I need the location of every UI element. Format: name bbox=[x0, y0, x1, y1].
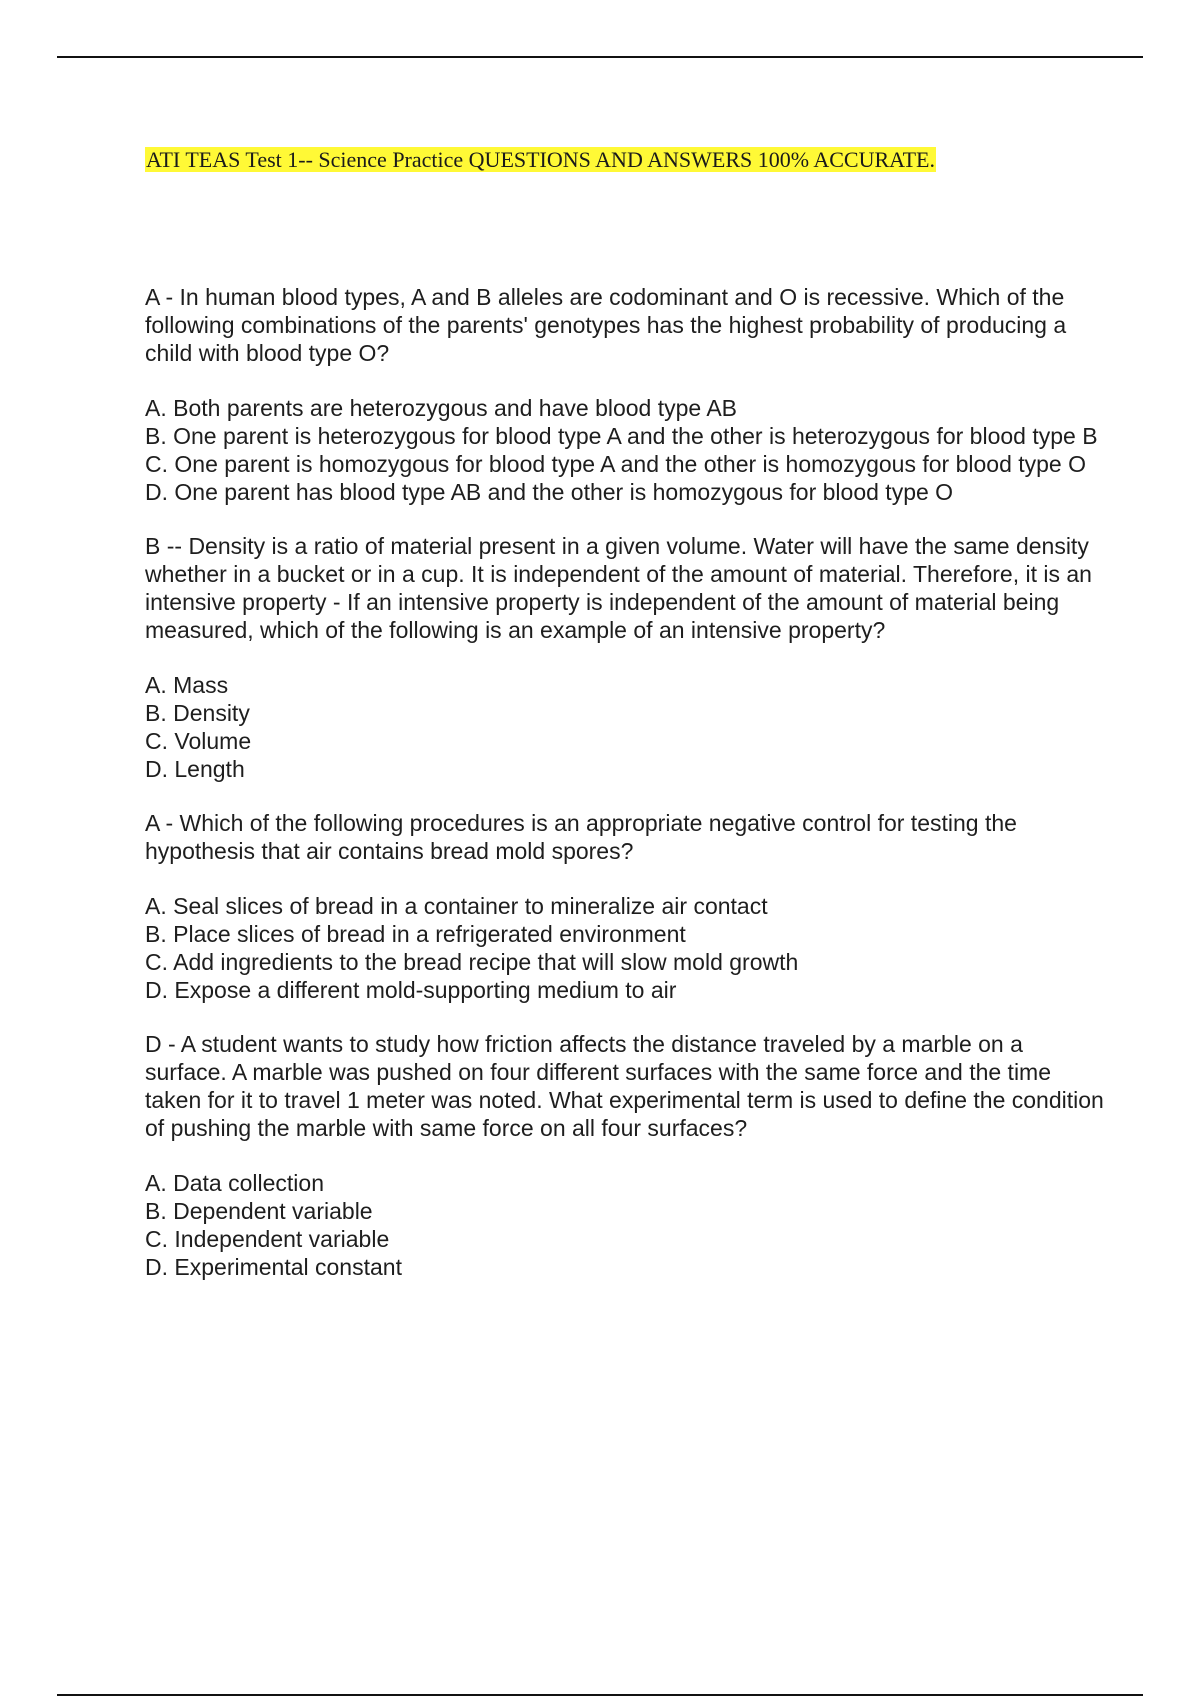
question-3 bbox=[145, 809, 1105, 1004]
question-2 bbox=[145, 532, 1105, 783]
question-4 bbox=[145, 1030, 1105, 1281]
answer-option: D. One parent has blood type AB and the other is homozygous for blood type O bbox=[145, 479, 954, 505]
answer-option: A. Data collection bbox=[145, 1170, 324, 1196]
answer-option: A. Both parents are heterozygous and have blood type AB bbox=[145, 395, 738, 421]
answer-option: C. One parent is homozygous for blood type A and the other is homozygous for blood type O bbox=[145, 451, 1087, 477]
answer-option: C. Independent variable bbox=[145, 1226, 390, 1252]
answer-option: B. Dependent variable bbox=[145, 1198, 373, 1224]
question-stem: A - In human blood types, A and B alleles are codominant and O is recessive. Which of the following combinations of the parents' genotypes has the highest probability of producing a child with blood type O? bbox=[145, 284, 1067, 366]
question-list bbox=[145, 283, 1105, 1307]
answer-option: D. Experimental constant bbox=[145, 1254, 402, 1280]
question-stem: B -- Density is a ratio of material present in a given volume. Water will have the same density whether in a bucket or in a cup. It is independent of the amount of material. Therefore, it is an intensive property - If an intensive property is independent of the amount of material being measured, which of the following is an example of an intensive property? bbox=[145, 533, 1092, 643]
title-container bbox=[145, 146, 936, 174]
answer-option: B. Place slices of bread in a refrigerated environment bbox=[145, 921, 686, 947]
top-rule bbox=[57, 56, 1143, 58]
answer-option: D. Length bbox=[145, 756, 245, 782]
answer-option: B. One parent is heterozygous for blood type A and the other is heterozygous for blood type B bbox=[145, 423, 1098, 449]
question-stem: A - Which of the following procedures is an appropriate negative control for testing the hypothesis that air contains bread mold spores? bbox=[145, 810, 1017, 864]
answer-option: D. Expose a different mold-supporting medium to air bbox=[145, 977, 677, 1003]
answer-option: C. Add ingredients to the bread recipe that will slow mold growth bbox=[145, 949, 799, 975]
document-title: ATI TEAS Test 1-- Science Practice QUESTIONS AND ANSWERS 100% ACCURATE. bbox=[146, 147, 935, 172]
answer-option: C. Volume bbox=[145, 728, 252, 754]
answer-option: A. Mass bbox=[145, 672, 229, 698]
answer-option: A. Seal slices of bread in a container to mineralize air contact bbox=[145, 893, 768, 919]
question-stem: D - A student wants to study how friction affects the distance traveled by a marble on a surface. A marble was pushed on four different surfaces with the same force and the time taken for it to travel 1 meter was noted. What experimental term is used to define the condition of pushing the marble with same force on all four surfaces? bbox=[145, 1031, 1104, 1141]
question-1 bbox=[145, 283, 1105, 506]
answer-option: B. Density bbox=[145, 700, 250, 726]
bottom-rule bbox=[57, 1694, 1143, 1696]
